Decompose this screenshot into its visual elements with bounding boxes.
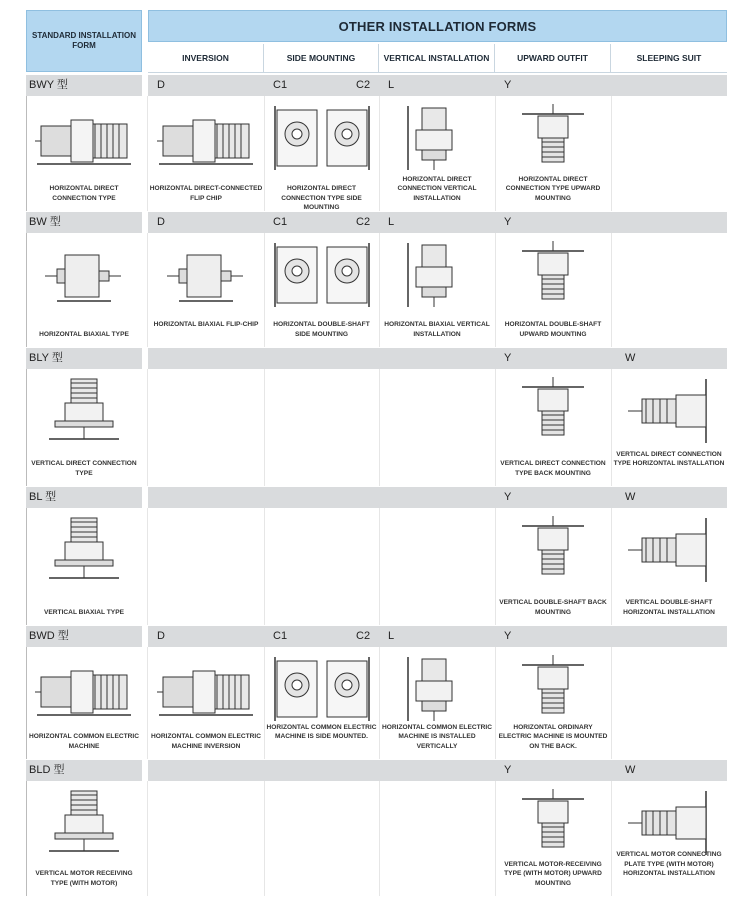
row-type-label: BWY 型: [29, 79, 68, 91]
row-mounting-code: Y: [504, 216, 512, 228]
installation-caption: HORIZONTAL DIRECT CONNECTION TYPE: [49, 185, 119, 202]
installation-drawing: [157, 241, 255, 309]
installation-drawing: [273, 104, 371, 172]
cell-divider: [147, 369, 148, 486]
row-type-label: BL 型: [29, 491, 57, 503]
row-type-label: BLD 型: [29, 764, 65, 776]
installation-drawing: [35, 104, 133, 172]
row-band-other: [148, 348, 727, 369]
installation-caption: HORIZONTAL BIAXIAL VERTICAL INSTALLATION: [384, 321, 490, 338]
installation-drawing: [504, 241, 602, 309]
installation-caption: HORIZONTAL BIAXIAL FLIP-CHIP: [153, 321, 259, 329]
installation-caption: VERTICAL DOUBLE-SHAFT HORIZONTAL INSTALLATION: [623, 599, 715, 616]
installation-caption: HORIZONTAL BIAXIAL TYPE: [39, 330, 129, 338]
installation-drawing: [35, 241, 133, 309]
installation-drawing: [273, 241, 371, 309]
installation-caption: VERTICAL DIRECT CONNECTION TYPE BACK MOUNTING: [500, 460, 606, 477]
cell-divider: [611, 233, 612, 347]
other-installation-header: OTHER INSTALLATION FORMS: [148, 10, 727, 42]
cell-divider: [147, 781, 148, 896]
row-mounting-code: C1: [273, 79, 288, 91]
row-mounting-code: C1: [273, 630, 288, 642]
row-band-other: [148, 760, 727, 781]
col-header-sleeping-suit: SLEEPING SUIT: [611, 44, 727, 72]
installation-drawing: [35, 655, 133, 723]
header-divider: [148, 72, 727, 73]
installation-drawing: [620, 789, 718, 857]
row-mounting-code: L: [388, 216, 395, 228]
cell-divider: [379, 369, 380, 486]
cell-divider: [611, 647, 612, 759]
installation-drawing: [388, 655, 486, 723]
cell-divider: [379, 508, 380, 625]
installation-caption: VERTICAL MOTOR RECEIVING TYPE (WITH MOTOR): [35, 870, 133, 887]
cell-divider: [147, 233, 148, 347]
standard-installation-header: STANDARD INSTALLATION FORM: [26, 10, 142, 72]
row-mounting-code: Y: [504, 491, 512, 503]
installation-caption: VERTICAL DIRECT CONNECTION TYPE HORIZONTAL INSTALLATION: [613, 450, 725, 468]
cell-divider: [611, 96, 612, 211]
row-mounting-code: Y: [504, 352, 512, 364]
installation-caption: VERTICAL MOTOR CONNECTING PLATE TYPE (WITH MOTOR) HORIZONTAL INSTALLATION: [616, 851, 722, 878]
row-band-other: [148, 212, 727, 233]
row-mounting-code: D: [157, 79, 165, 91]
installation-caption: HORIZONTAL DOUBLE-SHAFT SIDE MOUNTING: [273, 321, 370, 338]
installation-drawing: [388, 241, 486, 309]
installation-drawing: [388, 104, 486, 172]
installation-caption: HORIZONTAL COMMON ELECTRIC MACHINE IS INSTALLED VERTICALLY: [381, 723, 492, 750]
col-header-inversion: INVERSION: [148, 44, 264, 72]
installation-caption: VERTICAL MOTOR-RECEIVING TYPE (WITH MOTOR) UPWARD MOUNTING: [504, 860, 602, 887]
cell-divider: [147, 508, 148, 625]
installation-drawing: [157, 104, 255, 172]
col-header-vertical-installation: VERTICAL INSTALLATION: [379, 44, 495, 72]
installation-drawing: [504, 377, 602, 445]
cell-divider: [611, 781, 612, 896]
installation-drawing: [157, 655, 255, 723]
row-mounting-code: L: [388, 630, 395, 642]
row-mounting-code: W: [625, 352, 636, 364]
installation-drawing: [504, 789, 602, 857]
installation-caption: HORIZONTAL COMMON ELECTRIC MACHINE: [28, 733, 139, 750]
installation-caption: HORIZONTAL DIRECT-CONNECTED FLIP CHIP: [149, 185, 263, 202]
cell-divider: [379, 781, 380, 896]
installation-caption: HORIZONTAL COMMON ELECTRIC MACHINE IS SIDE MOUNTED.: [266, 723, 377, 741]
installation-caption: VERTICAL DOUBLE-SHAFT BACK MOUNTING: [499, 599, 607, 616]
row-mounting-code: Y: [504, 79, 512, 91]
row-mounting-code: W: [625, 491, 636, 503]
installation-drawing: [273, 655, 371, 723]
row-type-label: BWD 型: [29, 630, 69, 642]
cell-divider: [147, 96, 148, 211]
row-mounting-code: C2: [356, 79, 371, 91]
installation-drawing: [504, 516, 602, 584]
installation-caption: VERTICAL BIAXIAL TYPE: [44, 608, 124, 616]
installation-caption: HORIZONTAL DIRECT CONNECTION TYPE UPWARD MOUNTING: [505, 175, 601, 202]
installation-drawing: [35, 789, 133, 857]
row-mounting-code: C1: [273, 216, 288, 228]
installation-caption: HORIZONTAL COMMON ELECTRIC MACHINE INVERSION: [150, 733, 261, 750]
installation-drawing: [620, 377, 718, 445]
row-mounting-code: C2: [356, 630, 371, 642]
row-mounting-code: D: [157, 216, 165, 228]
installation-caption: HORIZONTAL ORDINARY ELECTRIC MACHINE IS MOUNTED ON THE BACK.: [498, 723, 608, 750]
row-mounting-code: D: [157, 630, 165, 642]
row-mounting-code: C2: [356, 216, 371, 228]
cell-divider: [264, 508, 265, 625]
installation-caption: HORIZONTAL DIRECT CONNECTION TYPE SIDE MOUNTING: [281, 185, 362, 211]
cell-divider: [264, 647, 265, 759]
installation-drawing: [504, 655, 602, 723]
row-type-label: BLY 型: [29, 352, 63, 364]
installation-caption: HORIZONTAL DIRECT CONNECTION VERTICAL INSTALLATION: [397, 175, 477, 202]
row-band-other: [148, 75, 727, 96]
installation-drawing: [620, 516, 718, 584]
col-header-upward-outfit: UPWARD OUTFIT: [495, 44, 611, 72]
installation-caption: HORIZONTAL DOUBLE-SHAFT UPWARD MOUNTING: [504, 321, 602, 338]
row-mounting-code: W: [625, 764, 636, 776]
cell-divider: [264, 781, 265, 896]
cell-divider: [264, 369, 265, 486]
row-band-other: [148, 626, 727, 647]
installation-drawing: [504, 104, 602, 172]
row-band-other: [148, 487, 727, 508]
row-mounting-code: Y: [504, 764, 512, 776]
installation-drawing: [35, 377, 133, 445]
cell-divider: [147, 647, 148, 759]
installation-drawing: [35, 516, 133, 584]
row-type-label: BW 型: [29, 216, 61, 228]
row-mounting-code: Y: [504, 630, 512, 642]
row-mounting-code: L: [388, 79, 395, 91]
installation-caption: VERTICAL DIRECT CONNECTION TYPE: [31, 460, 137, 477]
col-header-side-mounting: SIDE MOUNTING: [264, 44, 379, 72]
